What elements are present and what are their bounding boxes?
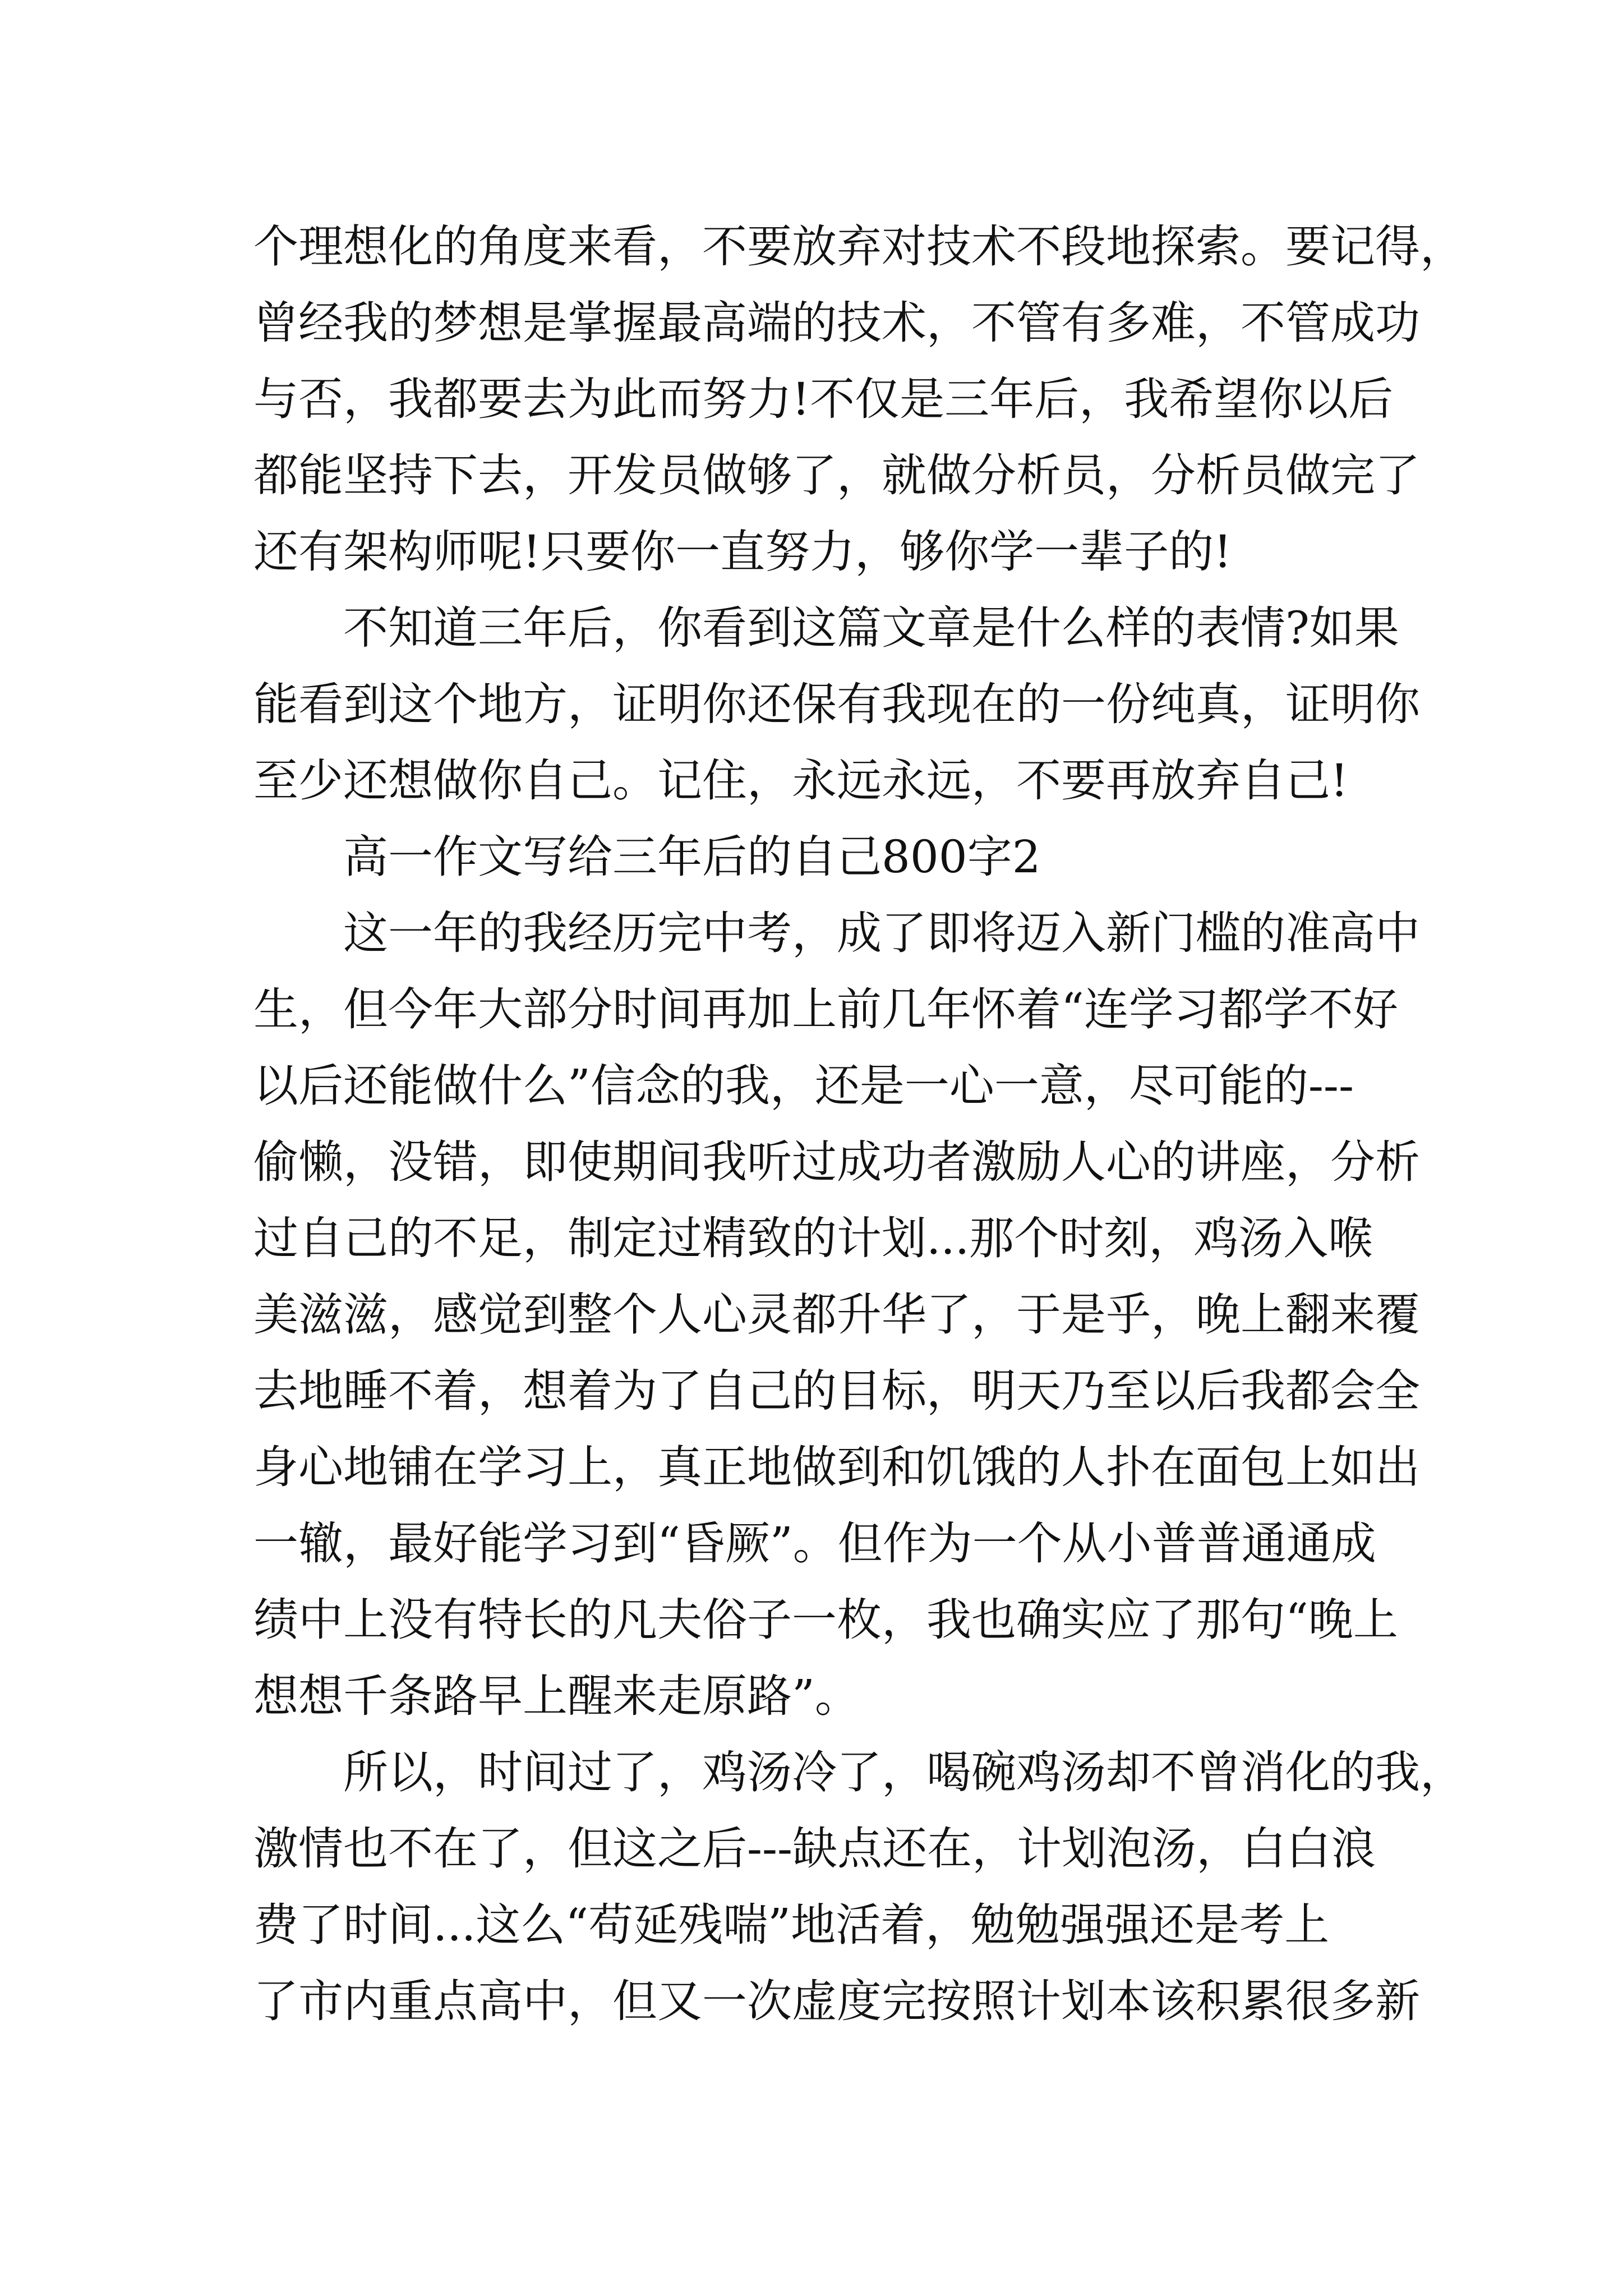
text-line: 想想千条路早上醒来走原路”。 [253,1670,860,1722]
text-line: 过自己的不足，制定过精致的计划...那个时刻，鸡汤入喉 [253,1212,1373,1264]
text-line: 不知道三年后，你看到这篇文章是什么样的表情?如果 [253,602,1399,654]
text-line: 偷懒，没错，即使期间我听过成功者激励人心的讲座，分析 [253,1136,1420,1188]
text-line: 了市内重点高中，但又一次虚度完按照计划本该积累很多新 [253,1975,1420,2027]
body-text [253,209,1465,2040]
text-line: 还有架构师呢!只要你一直努力，够你学一辈子的! [253,526,1232,578]
text-line: 费了时间...这么“苟延残喘”地活着，勉勉强强还是考上 [253,1899,1330,1951]
text-line: 与否，我都要去为此而努力!不仅是三年后，我希望你以后 [253,373,1394,425]
text-line: 这一年的我经历完中考，成了即将迈入新门槛的准高中 [253,907,1420,959]
text-line: 一辙，最好能学习到“昏厥”。但作为一个从小普普通通成 [253,1517,1376,1570]
text-line: 去地睡不着，想着为了自己的目标，明天乃至以后我都会全 [253,1365,1420,1417]
text-line: 身心地铺在学习上，真正地做到和饥饿的人扑在面包上如出 [253,1441,1420,1493]
text-line: 绩中上没有特长的凡夫俗子一枚，我也确实应了那句“晚上 [253,1594,1398,1646]
text-line: 个理想化的角度来看，不要放弃对技术不段地探索。要记得， [253,220,1465,273]
text-line: 激情也不在了，但这之后---缺点还在，计划泡汤，白白浪 [253,1823,1376,1875]
text-line: 能看到这个地方，证明你还保有我现在的一份纯真，证明你 [253,678,1420,730]
text-line: 曾经我的梦想是掌握最高端的技术，不管有多难，不管成功 [253,297,1420,349]
text-line: 美滋滋，感觉到整个人心灵都升华了，于是乎，晚上翻来覆 [253,1289,1420,1341]
text-line: 至少还想做你自己。记住，永远永远，不要再放弃自己! [253,754,1349,807]
text-line: 都能坚持下去，开发员做够了，就做分析员，分析员做完了 [253,449,1420,501]
section-heading: 高一作文写给三年后的自己800字2 [253,831,1041,883]
text-line: 所以，时间过了，鸡汤冷了，喝碗鸡汤却不曾消化的我， [253,1746,1465,1798]
text-line: 以后还能做什么”信念的我，还是一心一意，尽可能的--- [253,1060,1354,1112]
text-line: 生，但今年大部分时间再加上前几年怀着“连学习都学不好 [253,983,1398,1036]
